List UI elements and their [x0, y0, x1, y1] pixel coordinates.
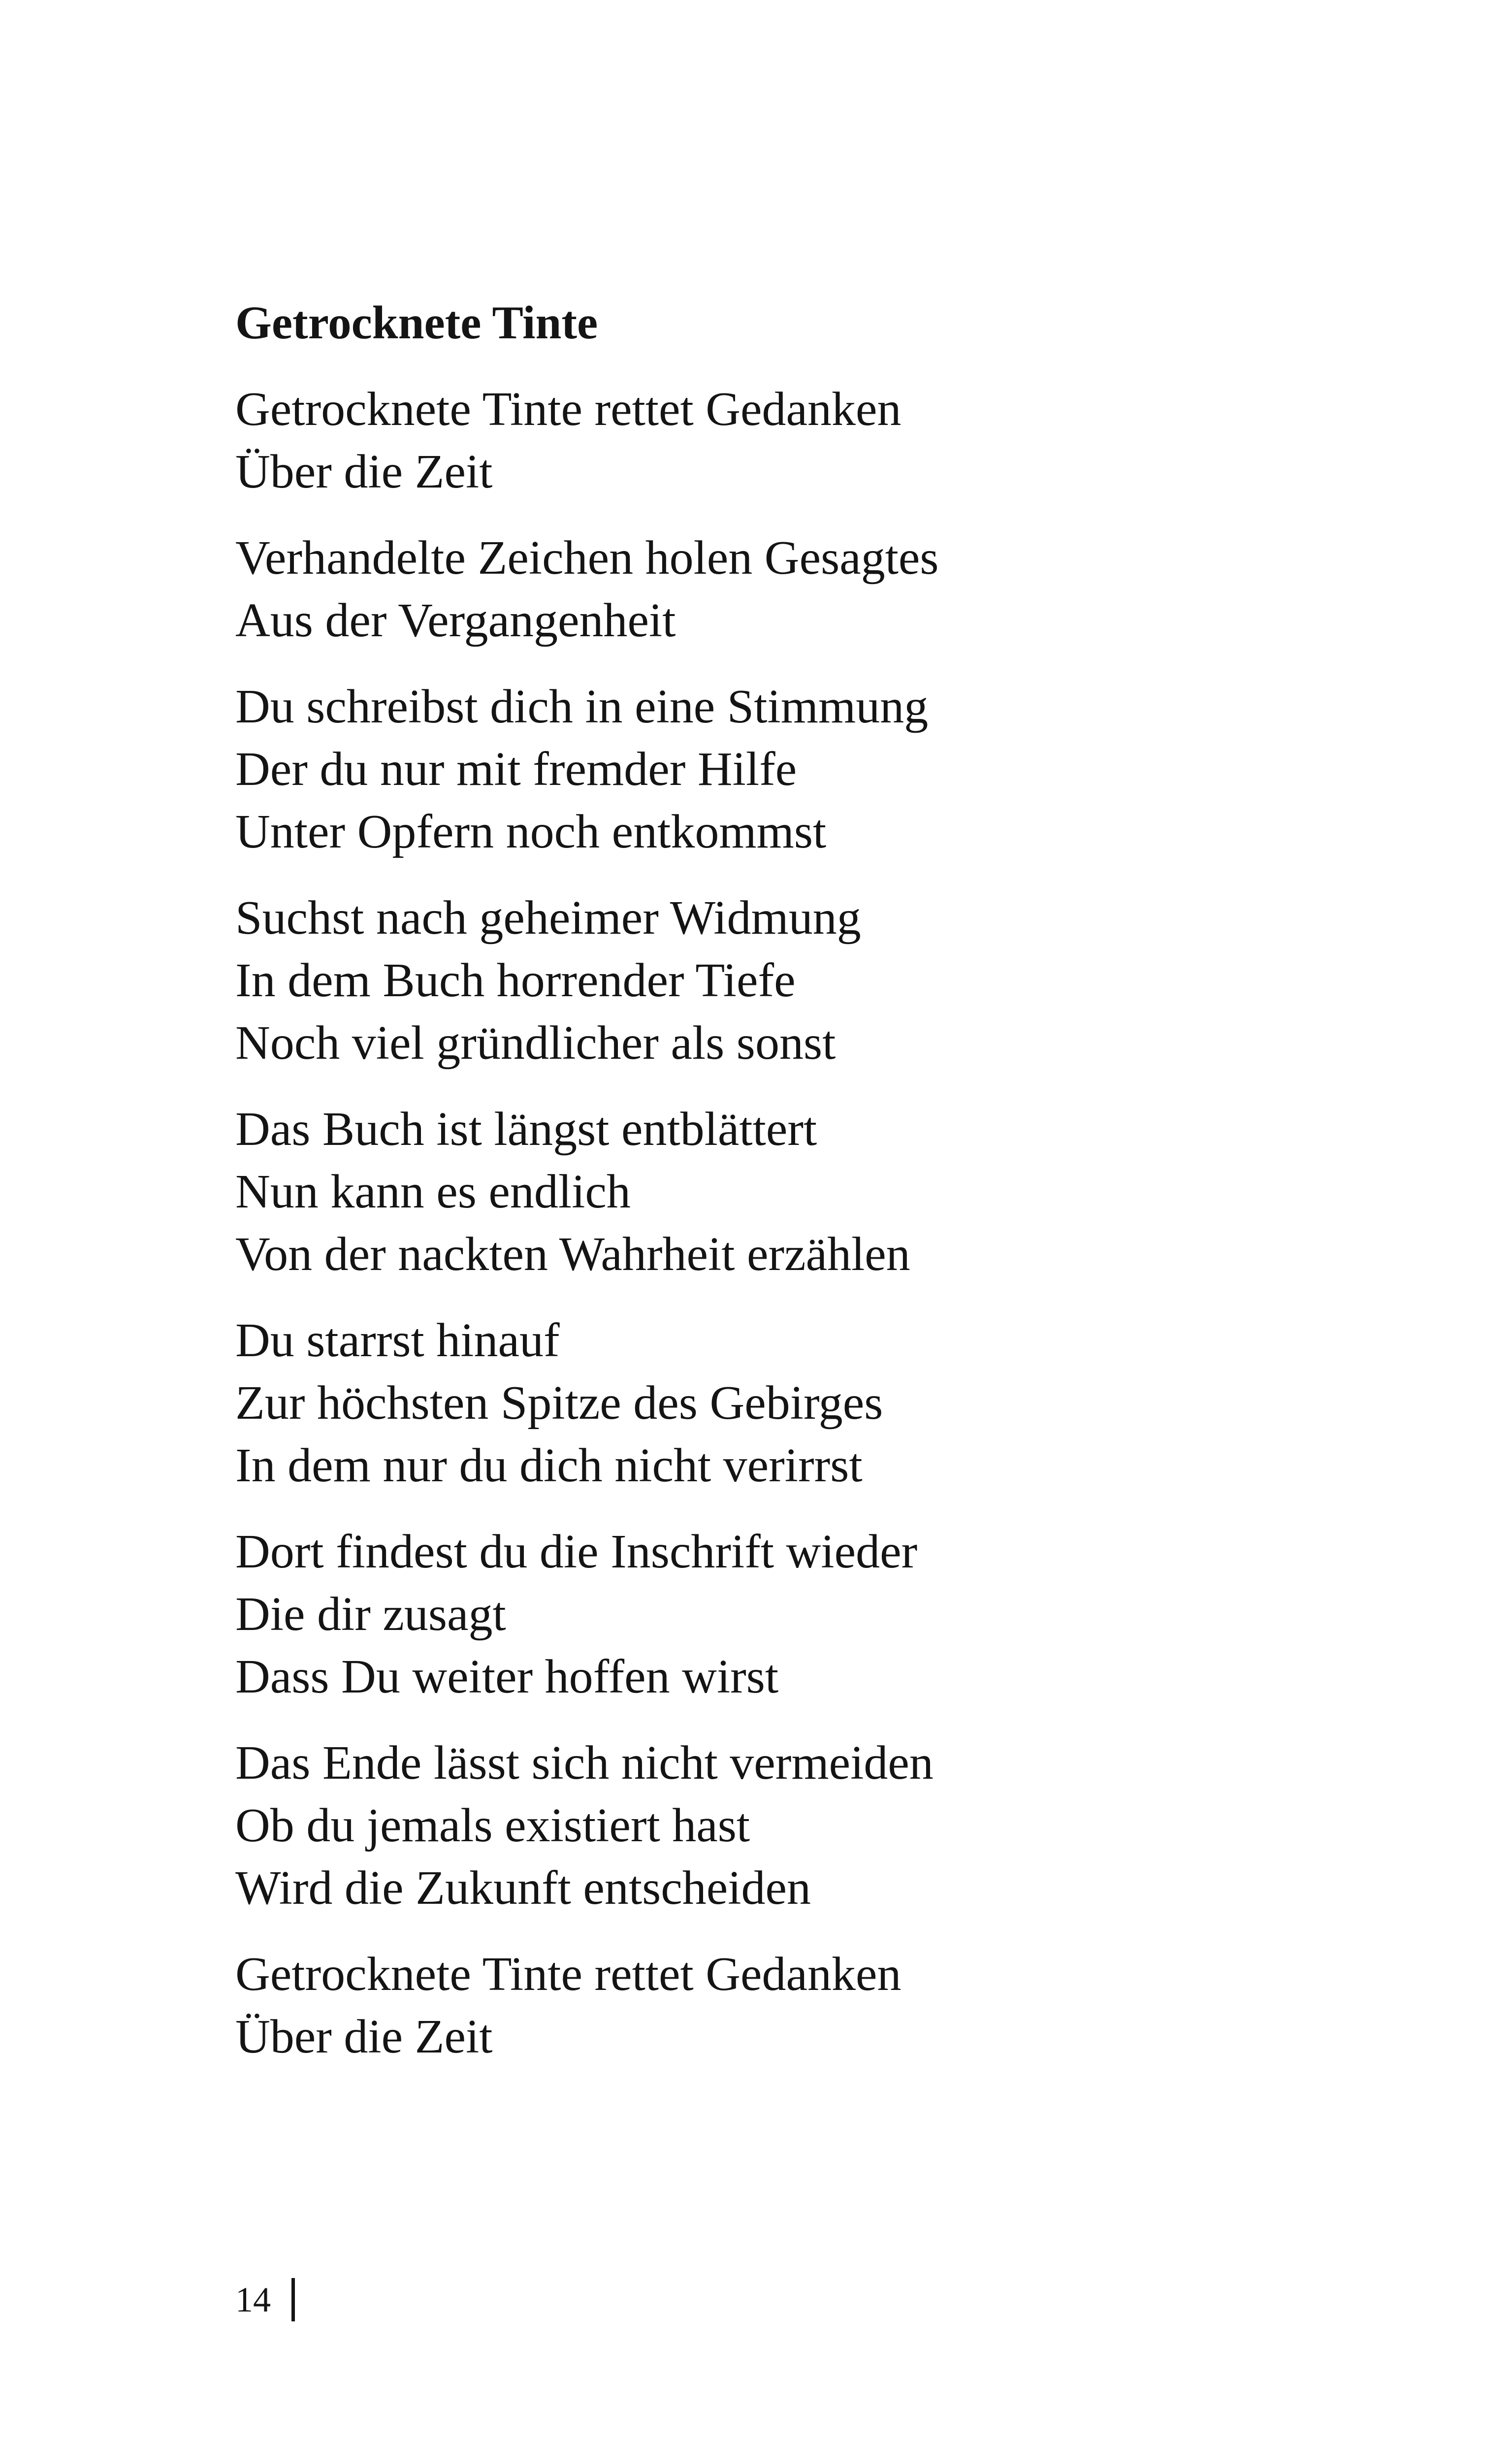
poem-line: Über die Zeit — [235, 445, 493, 498]
stanza-5 — [235, 1098, 1319, 1286]
poem-line: Aus der Vergangenheit — [235, 594, 676, 647]
footer-divider — [291, 2278, 295, 2321]
page-footer — [235, 2273, 295, 2327]
poem-line: Ob du jemals existiert hast — [235, 1799, 750, 1852]
poem-line: Zur höchsten Spitze des Gebirges — [235, 1376, 883, 1430]
poem-line: Getrocknete Tinte rettet Gedanken — [235, 383, 901, 436]
stanza-7 — [235, 1521, 1319, 1708]
poem — [235, 291, 1319, 2092]
poem-line: Das Ende lässt sich nicht vermeiden — [235, 1736, 933, 1790]
stanza-3 — [235, 676, 1319, 863]
poem-line: Unter Opfern noch entkommst — [235, 805, 827, 858]
poem-line: In dem nur du dich nicht verirrst — [235, 1439, 863, 1492]
poem-line: Dort findest du die Inschrift wieder — [235, 1525, 918, 1578]
poem-line: Wird die Zukunft entscheiden — [235, 1861, 811, 1915]
stanza-4 — [235, 887, 1319, 1075]
poem-line: Du schreibst dich in eine Stimmung — [235, 680, 929, 733]
poem-line: Noch viel gründlicher als sonst — [235, 1016, 836, 1070]
page-number: 14 — [235, 2280, 271, 2319]
poem-line: Verhandelte Zeichen holen Gesagtes — [235, 531, 939, 585]
stanza-6 — [235, 1309, 1319, 1497]
stanza-8 — [235, 1732, 1319, 1920]
poem-line: Die dir zusagt — [235, 1588, 506, 1641]
poem-line: Über die Zeit — [235, 2010, 493, 2063]
poem-line: Nun kann es endlich — [235, 1165, 631, 1218]
poem-line: Suchst nach geheimer Widmung — [235, 891, 861, 945]
poem-line: Das Buch ist längst entblättert — [235, 1103, 817, 1156]
stanza-1 — [235, 378, 1319, 503]
stanza-2 — [235, 527, 1319, 652]
poem-line: Du starrst hinauf — [235, 1314, 560, 1367]
stanza-9 — [235, 1943, 1319, 2068]
poem-line: Der du nur mit fremder Hilfe — [235, 743, 797, 796]
poem-line: Von der nackten Wahrheit erzählen — [235, 1228, 910, 1281]
poem-title: Getrocknete Tinte — [235, 296, 598, 349]
poem-line: In dem Buch horrender Tiefe — [235, 954, 796, 1007]
poem-line: Getrocknete Tinte rettet Gedanken — [235, 1948, 901, 2001]
poem-line: Dass Du weiter hoffen wirst — [235, 1650, 779, 1703]
